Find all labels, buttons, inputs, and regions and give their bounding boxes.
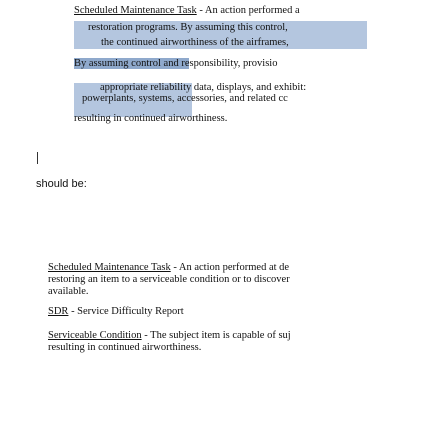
def-2-rest: - Service Difficulty Report [68, 306, 184, 317]
top-line-1-rest: - An action performed a [196, 5, 300, 16]
def-3-line-1 [48, 330, 291, 342]
def-term-scheduled-maintenance-task: Scheduled Maintenance Task [48, 262, 171, 273]
def-1-line-2: restoring an item to a serviceable condition or to discover [48, 274, 290, 285]
def-1-line-3: available. [48, 286, 89, 297]
def-term-sdr: SDR [48, 306, 69, 317]
should-be-label: should be: [36, 178, 87, 190]
top-line-4-rest: sponsibility, provisio [189, 58, 278, 69]
def-term-serviceable-condition: Serviceable Condition [48, 330, 142, 341]
top-line-7: resulting in continued airworthiness. [74, 113, 228, 124]
top-line-6: powerplants, systems, accessories, and related cc [82, 93, 288, 104]
term-scheduled-maintenance-task: Scheduled Maintenance Task [74, 5, 197, 16]
top-line-3: the continued airworthiness of the airframes, [101, 37, 289, 48]
def-1-rest: - An action performed at de [170, 262, 290, 273]
top-line-5: appropriate reliability data, displays, and exhibit: [100, 82, 307, 93]
top-line-2: restoration programs. By assuming this control, [88, 22, 288, 33]
top-line-4 [74, 58, 277, 70]
def-3-line-2: resulting in continued airworthiness. [48, 342, 202, 353]
def-3-rest: - The subject item is capable of suj [141, 330, 291, 341]
text-cursor [37, 152, 38, 164]
top-line-1 [74, 5, 300, 17]
selected-text[interactable]: By assuming control and re [74, 58, 190, 69]
def-2-line-1 [48, 306, 184, 318]
def-1-line-1 [48, 262, 289, 274]
